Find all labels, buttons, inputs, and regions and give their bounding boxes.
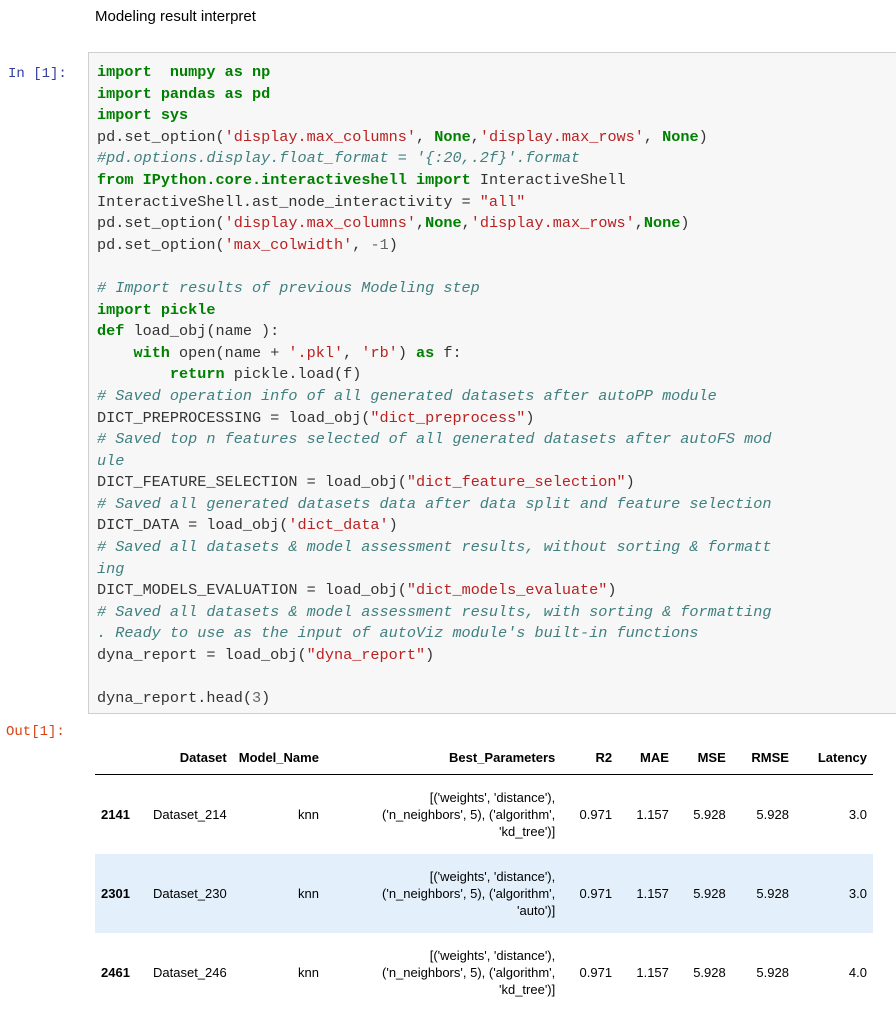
code-token: DICT_DATA = load_obj( — [97, 516, 289, 535]
code-token: from — [97, 170, 134, 189]
table-row — [95, 775, 873, 855]
param-line: [('weights', 'distance'), — [429, 790, 556, 805]
cell-mae: 1.157 — [636, 886, 669, 901]
code-line — [97, 688, 771, 710]
code-cell[interactable] — [88, 52, 896, 714]
code-line — [97, 256, 771, 278]
code-line — [97, 235, 771, 257]
code-token: , — [634, 214, 644, 233]
code-token: return — [169, 365, 225, 384]
code-token: '.pkl' — [288, 343, 344, 362]
cell-best-parameters — [325, 854, 561, 933]
param-line: ('n_neighbors', 5), ('algorithm', — [382, 886, 556, 901]
code-token: None — [434, 127, 471, 146]
code-token: sys — [160, 106, 189, 125]
code-token: dyna_report = load_obj( — [97, 646, 307, 665]
row-index: 2461 — [101, 965, 130, 980]
code-token: InteractiveShell — [470, 170, 626, 189]
code-line — [97, 343, 771, 365]
code-token: ) — [388, 516, 398, 535]
param-line: [('weights', 'distance'), — [429, 869, 556, 884]
cell-r2: 0.971 — [579, 886, 613, 901]
code-line — [97, 148, 771, 170]
code-token: np — [251, 63, 271, 81]
code-line — [97, 278, 771, 300]
code-line — [97, 623, 771, 645]
code-token: 'dict_data' — [288, 516, 389, 535]
cell-model-name: knn — [297, 807, 319, 822]
code-token — [152, 301, 161, 319]
row-index: 2141 — [101, 807, 130, 822]
code-token: # Import results of previous Modeling step — [97, 278, 480, 297]
code-token: with — [133, 343, 170, 362]
code-token: ) — [607, 581, 617, 600]
code-line — [97, 451, 771, 473]
code-line — [97, 408, 771, 430]
code-token: pd — [251, 84, 271, 103]
code-token: "dict_preprocess" — [370, 408, 526, 427]
cell-latency: 3.0 — [848, 807, 867, 822]
code-token — [216, 85, 225, 103]
code-line — [97, 602, 771, 624]
code-token: , — [643, 127, 663, 146]
code-token: , — [416, 127, 435, 146]
code-token: -1 — [370, 235, 389, 254]
code-token: #pd.options.display.float_format = '{:20,.2f}'.format — [97, 149, 581, 168]
cell-mse: 5.928 — [693, 886, 726, 901]
code-token: pandas — [160, 84, 216, 103]
code-token — [216, 63, 225, 81]
code-token — [407, 171, 416, 189]
param-line: ('n_neighbors', 5), ('algorithm', — [382, 807, 556, 822]
code-token: import — [97, 106, 152, 125]
code-token: DICT_FEATURE_SELECTION = load_obj( — [97, 473, 407, 492]
code-token: , — [416, 214, 426, 233]
code-line — [97, 429, 771, 451]
markdown-cell-title[interactable]: Modeling result interpret — [95, 8, 256, 25]
table-row — [95, 933, 873, 1012]
code-line — [97, 321, 771, 343]
code-token: None — [425, 214, 462, 233]
code-token: , — [461, 214, 471, 233]
code-line — [97, 213, 771, 235]
code-token: numpy — [169, 63, 216, 81]
cell-r2: 0.971 — [579, 965, 613, 980]
code-token — [152, 63, 170, 81]
column-header-mae: MAE — [618, 740, 675, 775]
code-token: 'rb' — [361, 343, 398, 362]
param-line: [('weights', 'distance'), — [429, 948, 556, 963]
code-token: f: — [434, 343, 462, 362]
cell-rmse: 5.928 — [756, 965, 789, 980]
code-token: import — [416, 170, 471, 189]
code-token: DICT_PREPROCESSING = load_obj( — [97, 408, 371, 427]
cell-model-name: knn — [297, 886, 319, 901]
code-token: dyna_report.head( — [97, 689, 252, 708]
code-token — [97, 365, 170, 383]
code-token — [97, 344, 133, 362]
code-line — [97, 170, 771, 192]
cell-latency: 3.0 — [848, 886, 867, 901]
code-token: import — [97, 84, 152, 103]
code-token: . Ready to use as the input of autoViz module's built-in functions — [97, 624, 699, 643]
code-token: 3 — [251, 689, 262, 708]
cell-dataset: Dataset_230 — [153, 886, 227, 901]
row-index: 2301 — [101, 886, 130, 901]
code-token: def — [97, 322, 125, 341]
code-token: "dict_models_evaluate" — [406, 581, 608, 600]
cell-latency: 4.0 — [848, 965, 867, 980]
param-line: 'kd_tree')] — [498, 982, 556, 997]
cell-r2: 0.971 — [579, 807, 613, 822]
output-prompt: Out[1]: — [6, 724, 65, 740]
code-line — [97, 364, 771, 386]
code-line — [97, 537, 771, 559]
code-token: ule — [97, 451, 125, 470]
code-token: None — [662, 127, 699, 146]
code-token: pd.set_option( — [97, 235, 225, 254]
column-header-index — [95, 740, 147, 775]
column-header-best-parameters: Best_Parameters — [325, 740, 561, 775]
code-line — [97, 105, 771, 127]
code-token: ) — [625, 473, 635, 492]
column-header-model-name: Model_Name — [233, 740, 325, 775]
code-token: DICT_MODELS_EVALUATION = load_obj( — [97, 581, 407, 600]
code-token: 'display.max_rows' — [479, 127, 644, 146]
code-token: 'max_colwidth' — [224, 235, 353, 254]
code-token: 'display.max_columns' — [224, 214, 417, 233]
code-token — [243, 85, 252, 103]
cell-dataset: Dataset_246 — [153, 965, 227, 980]
code-token: open(name + — [169, 343, 289, 362]
column-header-rmse: RMSE — [732, 740, 795, 775]
cell-rmse: 5.928 — [756, 807, 789, 822]
code-token: as — [224, 84, 243, 103]
code-token: , — [470, 127, 480, 146]
code-token — [152, 85, 161, 103]
cell-rmse: 5.928 — [756, 886, 789, 901]
code-token: import — [97, 63, 152, 81]
code-line — [97, 645, 771, 667]
code-line — [97, 62, 771, 84]
code-token: ) — [261, 689, 271, 708]
cell-mse: 5.928 — [693, 965, 726, 980]
code-line — [97, 300, 771, 322]
code-token — [133, 171, 142, 189]
code-line — [97, 472, 771, 494]
output-dataframe — [95, 740, 873, 1012]
table-row — [95, 854, 873, 933]
code-token: ing — [97, 559, 125, 578]
code-token: ) — [680, 214, 690, 233]
code-token: pickle.load(f) — [224, 365, 362, 384]
code-line — [97, 84, 771, 106]
code-token: pd.set_option( — [97, 127, 225, 146]
code-token: 'display.max_rows' — [470, 214, 635, 233]
code-token: # Saved all datasets & model assessment results, with sorting & formatting — [97, 602, 772, 621]
code-token: ) — [698, 127, 708, 146]
code-token: InteractiveShell.ast_node_interactivity = — [97, 192, 480, 211]
code-line — [97, 386, 771, 408]
cell-best-parameters — [325, 933, 561, 1012]
code-line — [97, 580, 771, 602]
code-token: IPython.core.interactiveshell — [142, 170, 407, 189]
code-token: # Saved all generated datasets data after data split and feature selection — [97, 494, 772, 513]
code-token: import — [97, 300, 152, 319]
cell-mae: 1.157 — [636, 965, 669, 980]
cell-model-name: knn — [297, 965, 319, 980]
code-token: ) — [397, 343, 417, 362]
code-line — [97, 494, 771, 516]
code-token: ) — [425, 646, 435, 665]
code-token: None — [643, 214, 681, 233]
table-header-row — [95, 740, 873, 775]
code-token: # Saved top n features selected of all generated datasets after autoFS mod — [97, 430, 772, 449]
input-prompt: In [1]: — [8, 66, 67, 82]
code-token: "dict_feature_selection" — [406, 473, 626, 492]
code-token: "all" — [479, 192, 526, 211]
column-header-dataset: Dataset — [147, 740, 233, 775]
cell-best-parameters — [325, 775, 561, 855]
code-token: # Saved operation info of all generated datasets after autoPP module — [97, 386, 717, 405]
code-token: "dyna_report" — [306, 646, 426, 665]
code-token: , — [352, 235, 371, 254]
code-line — [97, 667, 771, 689]
code-token: load_obj(name ): — [124, 322, 280, 341]
code-token: , — [343, 343, 362, 362]
code-token: ) — [388, 235, 398, 254]
column-header-latency: Latency — [795, 740, 873, 775]
code-token: as — [224, 63, 243, 81]
cell-mse: 5.928 — [693, 807, 726, 822]
code-token: pickle — [160, 300, 216, 319]
code-token: as — [416, 343, 435, 362]
code-editor[interactable] — [97, 62, 771, 710]
param-line: 'auto')] — [517, 903, 556, 918]
code-line — [97, 127, 771, 149]
code-token — [243, 63, 252, 81]
code-token: 'display.max_columns' — [224, 127, 417, 146]
cell-mae: 1.157 — [636, 807, 669, 822]
column-header-r2: R2 — [561, 740, 618, 775]
code-token: ) — [525, 408, 535, 427]
code-line — [97, 559, 771, 581]
param-line: 'kd_tree')] — [498, 824, 556, 839]
code-token: pd.set_option( — [97, 214, 225, 233]
param-line: ('n_neighbors', 5), ('algorithm', — [382, 965, 556, 980]
code-line — [97, 192, 771, 214]
code-token: # Saved all datasets & model assessment results, without sorting & formatt — [97, 538, 772, 557]
column-header-mse: MSE — [675, 740, 732, 775]
code-line — [97, 515, 771, 537]
cell-dataset: Dataset_214 — [153, 807, 227, 822]
code-token — [152, 106, 161, 124]
